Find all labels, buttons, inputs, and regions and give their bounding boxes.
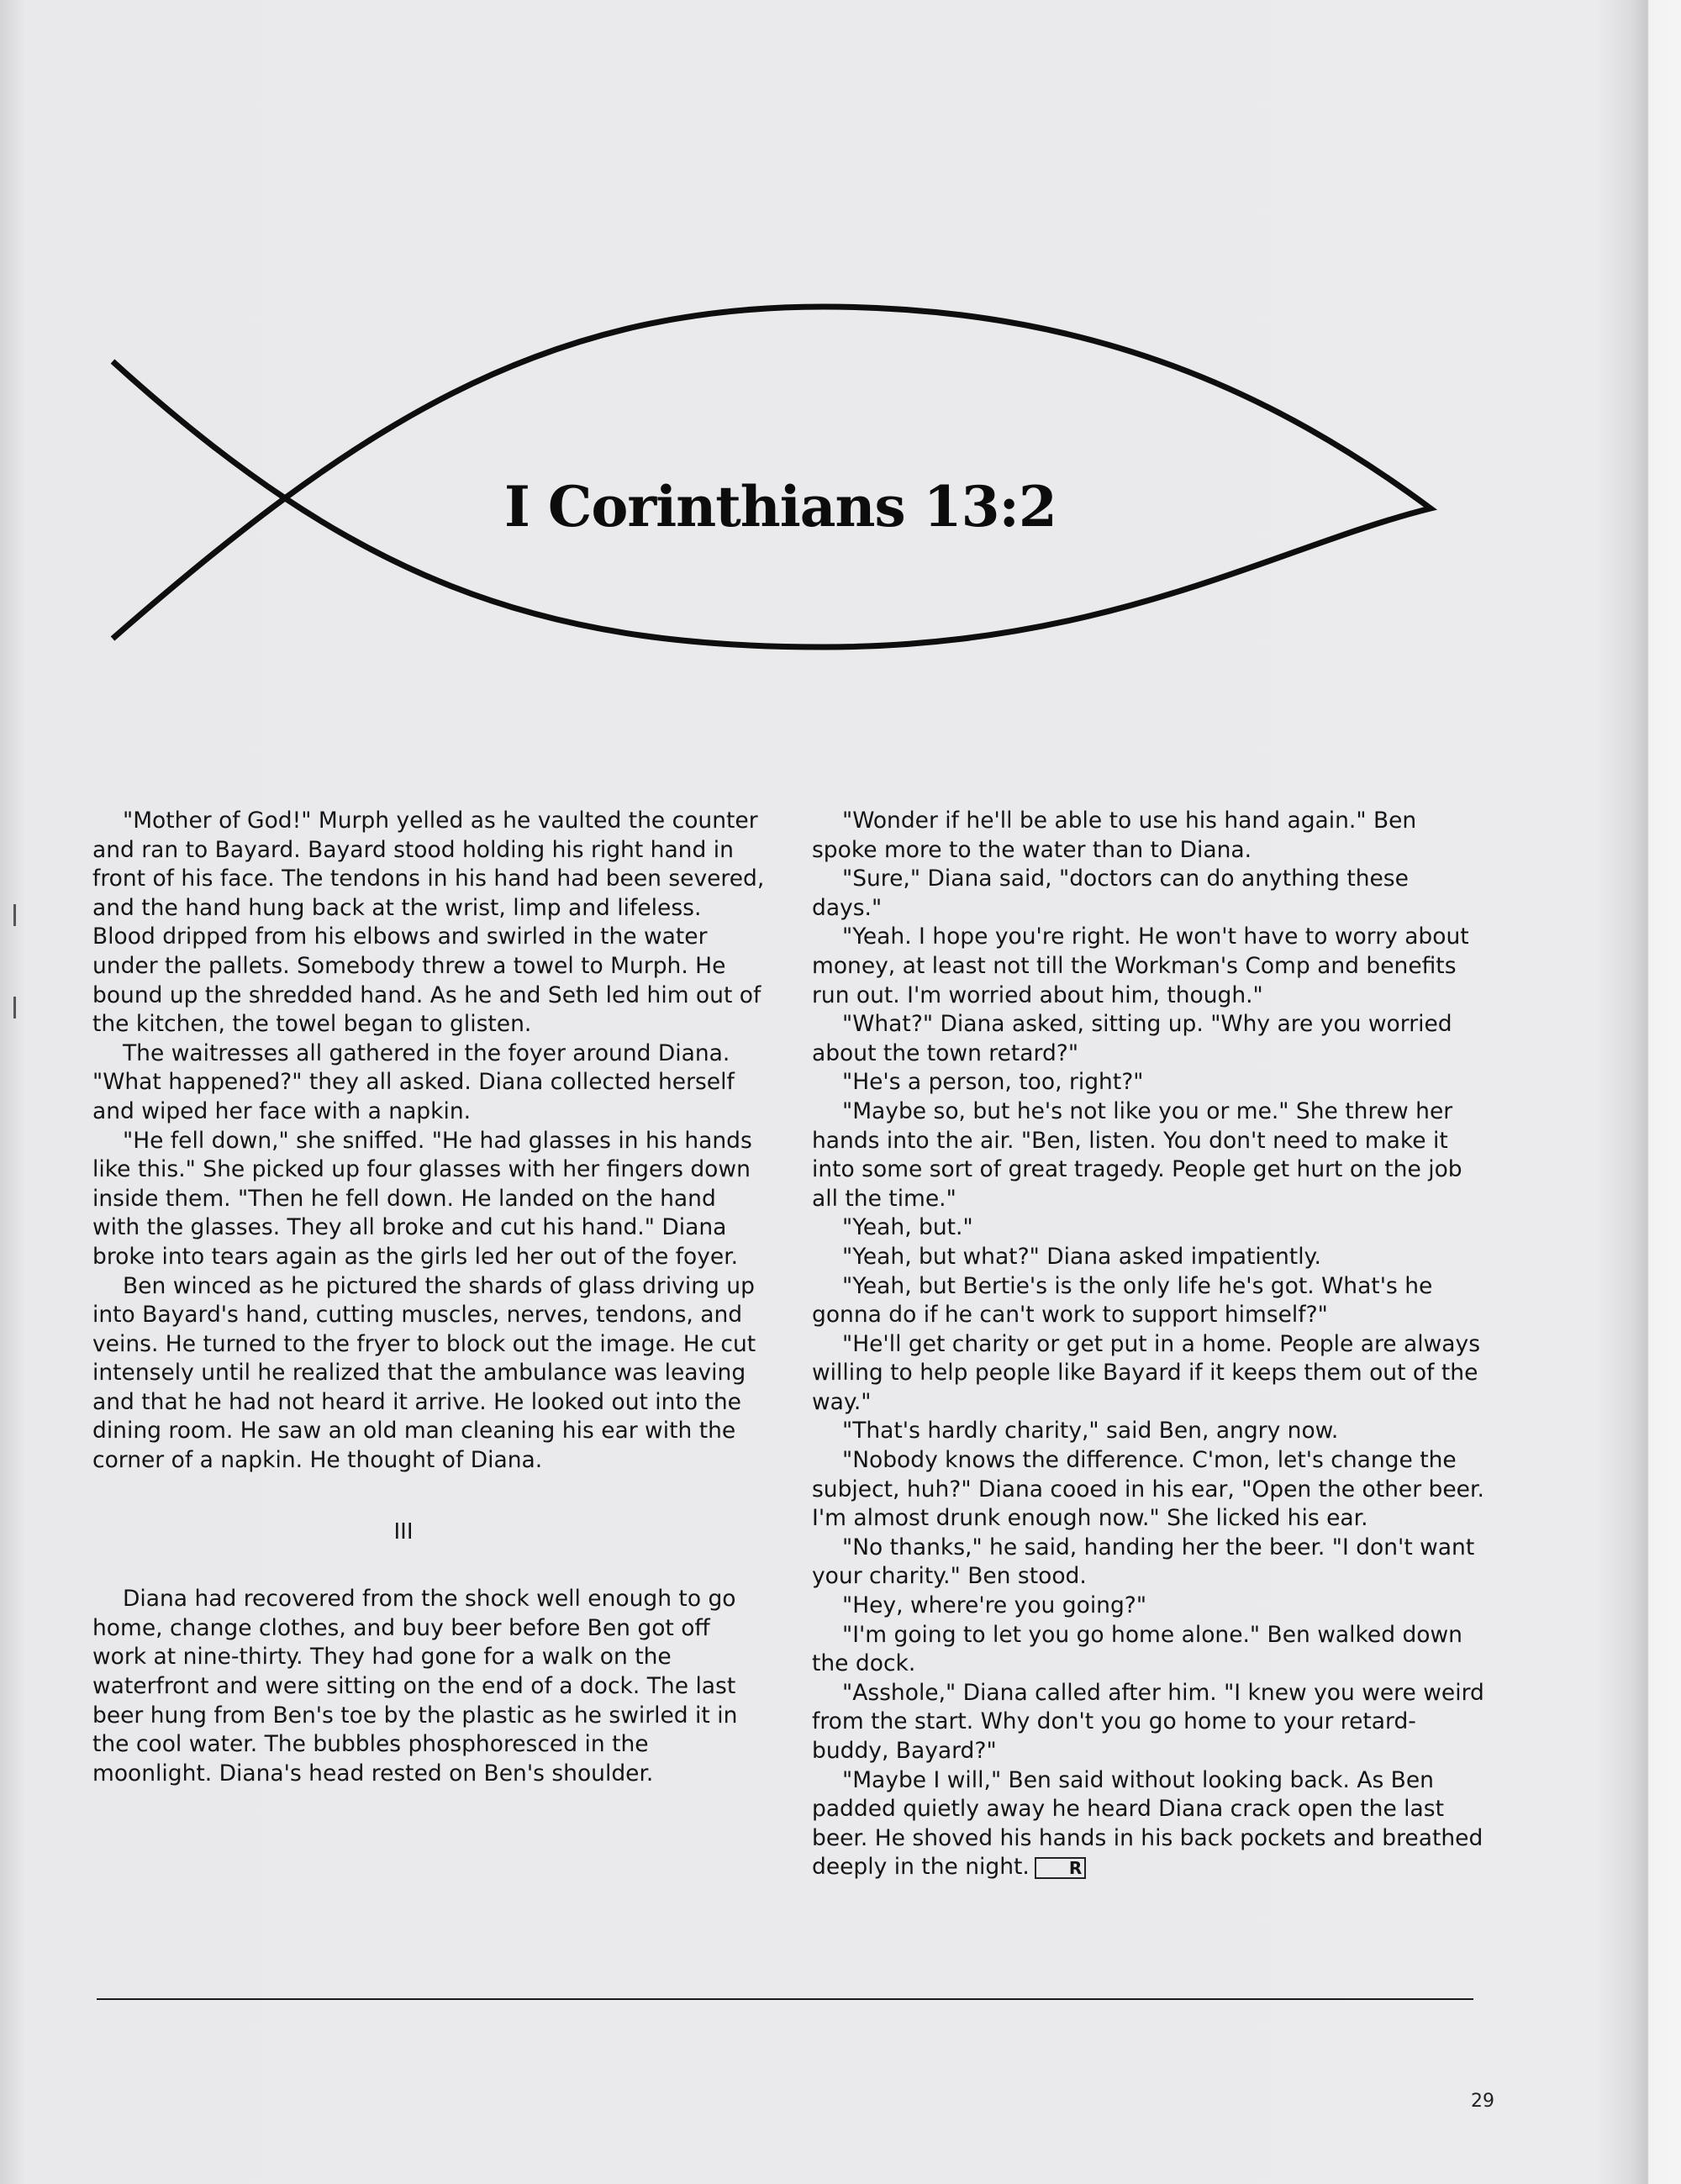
paragraph-text: "Maybe I will," Ben said without looking back. As Ben padded quietly away he heard Diana crack open the last beer. He shoved his hands in his back pockets and breathed deeply in the night. xyxy=(812,1766,1483,1881)
paragraph: "Asshole," Diana called after him. "I knew you were weird from the start. Why don't you go home to your retard-buddy, Bayard?" xyxy=(812,1679,1484,1764)
paragraph: "Hey, where're you going?" xyxy=(842,1592,1147,1619)
paragraph: "He fell down," she sniffed. "He had glasses in his hands like this." She picked up four glasses with her fingers down inside them. "Then he fell down. He landed on the hand with the glasses. They all broke and cut his hand." Diana broke into tears again as the girls led her out of the foyer. xyxy=(92,1127,752,1270)
paragraph: "Wonder if he'll be able to use his hand again." Ben spoke more to the water than to Diana. xyxy=(812,808,1417,863)
end-of-story-mark: R xyxy=(1035,1857,1086,1879)
paragraph: "I'm going to let you go home alone." Ben walked down the dock. xyxy=(812,1621,1462,1677)
right-column xyxy=(812,807,1484,1882)
paragraph: The waitresses all gathered in the foyer around Diana. "What happened?" they all asked. Diana collected herself and wiped her face with a napkin. xyxy=(92,1039,735,1124)
paragraph: "What?" Diana asked, sitting up. "Why are you worried about the town retard?" xyxy=(812,1011,1452,1066)
paragraph: "No thanks," he said, handing her the beer. "I don't want your charity." Ben stood. xyxy=(812,1534,1475,1590)
page-title: I Corinthians 13:2 xyxy=(504,474,1057,539)
paragraph: "Yeah, but what?" Diana asked impatiently. xyxy=(842,1243,1321,1270)
final-paragraph xyxy=(812,1766,1484,1882)
paragraph: "Yeah, but Bertie's is the only life he's got. What's he gonna do if he can't work to support himself?" xyxy=(812,1272,1433,1329)
section-marker: III xyxy=(393,1518,414,1545)
paragraph: "Maybe so, but he's not like you or me." She threw her hands into the air. "Ben, listen. You don't need to make it into some sort of great tragedy. People get hurt on the job all the time." xyxy=(812,1097,1462,1212)
paragraph: "That's hardly charity," said Ben, angry now. xyxy=(842,1418,1339,1445)
left-column xyxy=(92,807,765,1788)
paragraph: "Mother of God!" Murph yelled as he vaulted the counter and ran to Bayard. Bayard stood holding his right hand in front of his face. The tendons in his hand had been severed, and the hand hung back at the wrist, limp and lifeless. Blood dripped from his elbows and swirled in the water under the pallets. Somebody threw a towel to Murph. He bound up the shredded hand. As he and Seth led him out of the kitchen, the towel began to glisten. xyxy=(92,808,765,1038)
paragraph: "He'll get charity or get put in a home. People are always willing to help people like Bayard if it keeps them out of the way." xyxy=(812,1330,1481,1415)
paragraph: "Yeah. I hope you're right. He won't have to worry about money, at least not till the Workman's Comp and benefits run out. I'm worried about him, though." xyxy=(812,924,1469,1008)
paragraph: "Yeah, but." xyxy=(842,1214,973,1241)
paragraph: "Sure," Diana said, "doctors can do anything these days." xyxy=(812,866,1409,921)
binding-mark xyxy=(13,997,16,1018)
footer-rule xyxy=(97,1998,1473,2000)
page-number: 29 xyxy=(1471,2091,1494,2112)
paragraph: Ben winced as he pictured the shards of glass driving up into Bayard's hand, cutting muscles, nerves, tendons, and veins. He turned to the fryer to block out the image. He cut intensely until he realized that the ambulance was leaving and that he had not heard it arrive. He looked out into the dining room. He saw an old man cleaning his ear with the corner of a napkin. He thought of Diana. xyxy=(92,1272,756,1474)
paragraph: Diana had recovered from the shock well enough to go home, change clothes, and buy beer before Ben got off work at nine-thirty. They had gone for a walk on the waterfront and were sitting on the end of a dock. The last beer hung from Ben's toe by the plastic as he swirled it in the cool water. The bubbles phosphoresced in the moonlight. Diana's head rested on Ben's shoulder. xyxy=(92,1586,738,1787)
paragraph: "Nobody knows the difference. C'mon, let's change the subject, huh?" Diana cooed in his ear, "Open the other beer. I'm almost drunk enough now." She licked his ear. xyxy=(812,1447,1484,1532)
paragraph: "He's a person, too, right?" xyxy=(842,1069,1144,1096)
binding-mark xyxy=(13,904,16,926)
